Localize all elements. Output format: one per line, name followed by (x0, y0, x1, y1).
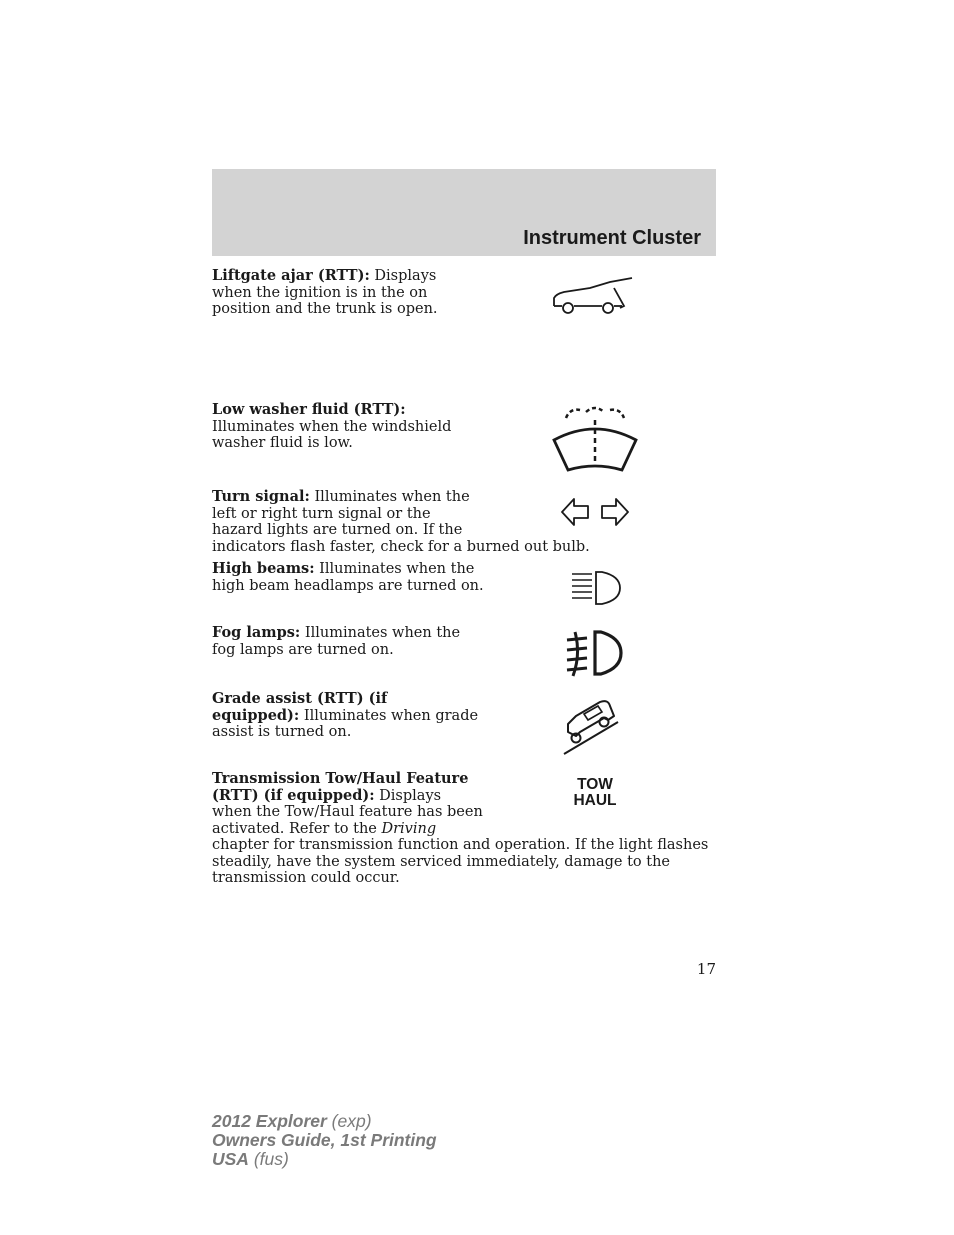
page-number: 17 (696, 960, 716, 978)
entry-liftgate-ajar: Liftgate ajar (RTT): Displays when the ignition is in the on position and the trunk is open. (212, 267, 438, 317)
header-band (212, 169, 716, 256)
entry-fog-lamps: Fog lamps: Illuminates when the fog lamps are turned on. (212, 624, 461, 658)
liftgate-ajar-icon (550, 276, 634, 318)
entry-tow-haul: Transmission Tow/Haul Feature (RTT) (if equipped): Displays when the Tow/Haul feature has been activated. Refer to the Driving chapter for transmission function and operation. If the light flashes steadily, have the system serviced immediately, damage to the transmission could occur. (212, 770, 709, 886)
entry-low-washer-fluid: Low washer fluid (RTT): Illuminates when the windshield washer fluid is low. (212, 401, 452, 451)
entry-grade-assist: Grade assist (RTT) (if equipped): Illuminates when grade assist is turned on. (212, 690, 479, 740)
washer-fluid-icon (552, 406, 638, 474)
grade-assist-icon (562, 700, 622, 756)
entry-label: Turn signal: (212, 488, 310, 505)
entry-label: Liftgate ajar (RTT): (212, 267, 370, 284)
tow-haul-icon: TOW HAUL (573, 776, 617, 809)
entry-high-beams: High beams: Illuminates when the high beam headlamps are turned on. (212, 560, 484, 594)
footer: 2012 Explorer (exp) Owners Guide, 1st Printing USA (fus) (212, 1111, 437, 1169)
section-title: Instrument Cluster (523, 227, 701, 249)
entry-label: Low washer fluid (RTT): (212, 401, 406, 418)
entry-label: Transmission Tow/Haul Feature (212, 770, 469, 787)
entry-label: Grade assist (RTT) (if (212, 690, 388, 707)
fog-lamp-icon (565, 628, 625, 678)
high-beam-icon (570, 570, 624, 606)
entry-turn-signal: Turn signal: Illuminates when the left or right turn signal or the hazard lights are turned on. If the indicators flash faster, check for a burned out bulb. (212, 488, 590, 555)
turn-signal-icon (560, 497, 630, 527)
entry-label: High beams: (212, 560, 315, 577)
entry-label: Fog lamps: (212, 624, 301, 641)
